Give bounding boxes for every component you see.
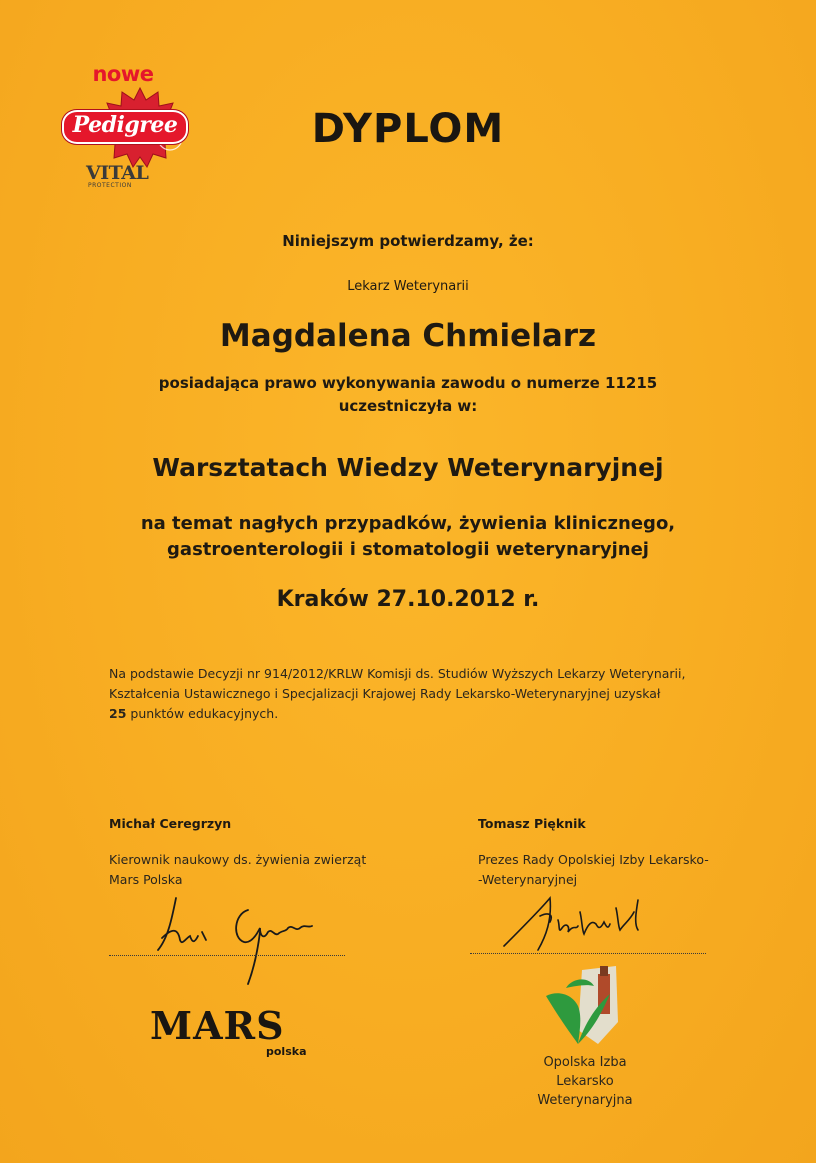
ois-name-line-2: Lekarsko: [556, 1074, 614, 1089]
right-signatory-role-1: Prezes Rady Opolskiej Izby Lekarsko-: [478, 852, 709, 867]
event-title: Warsztatach Wiedzy Weterynaryjnej: [152, 453, 664, 482]
basis-line-1: Na podstawie Decyzji nr 914/2012/KRLW Komisji ds. Studiów Wyższych Lekarzy Weterynarii,: [109, 666, 686, 681]
right-signatory-name: Tomasz Pięknik: [478, 816, 586, 831]
profession-line: Lekarz Weterynarii: [347, 279, 469, 294]
ois-name-line-1: Opolska Izba: [543, 1055, 627, 1070]
left-signature: [148, 888, 318, 988]
confirm-line: Niniejszym potwierdzamy, że:: [282, 232, 534, 250]
points-suffix: punktów edukacyjnych.: [126, 706, 279, 721]
logo-subline: PROTECTION: [88, 182, 132, 189]
left-signatory-name: Michał Ceregrzyn: [109, 816, 232, 831]
ois-emblem-icon: [538, 960, 628, 1050]
basis-line-2: Kształcenia Ustawicznego i Specjalizacji Krajowej Rady Lekarsko-Weterynaryjnej uzyskał: [109, 686, 661, 701]
right-signatory-role-2: -Weterynaryjnej: [478, 872, 578, 887]
license-line: posiadająca prawo wykonywania zawodu o numerze 11215: [158, 374, 658, 392]
mars-logo-sub: polska: [266, 1045, 307, 1058]
logo-line: VITAL: [86, 162, 149, 184]
left-signatory-role-2: Mars Polska: [109, 872, 183, 887]
logo-brand: Pedigree: [72, 112, 178, 138]
participated-line: uczestniczyła w:: [338, 397, 478, 415]
topic-line-2: gastroenterologii i stomatologii weterynaryjnej: [167, 539, 649, 560]
right-signature: [500, 890, 650, 960]
points-value: 25: [109, 706, 127, 721]
place-date: Kraków 27.10.2012 r.: [276, 587, 540, 612]
ois-name-line-3: Weterynaryjna: [537, 1093, 633, 1108]
document-title: DYPLOM: [311, 106, 505, 152]
basis-line-3: [109, 706, 749, 721]
mars-logo: MARS: [150, 1003, 285, 1048]
left-signatory-role-1: Kierownik naukowy ds. żywienia zwierząt: [109, 852, 367, 867]
logo-badge: nowe: [92, 62, 154, 86]
topic-line-1: na temat nagłych przypadków, żywienia klinicznego,: [140, 513, 676, 534]
right-signature-line: [470, 953, 706, 954]
left-signature-line: [109, 955, 345, 956]
recipient-name: Magdalena Chmielarz: [219, 318, 597, 354]
